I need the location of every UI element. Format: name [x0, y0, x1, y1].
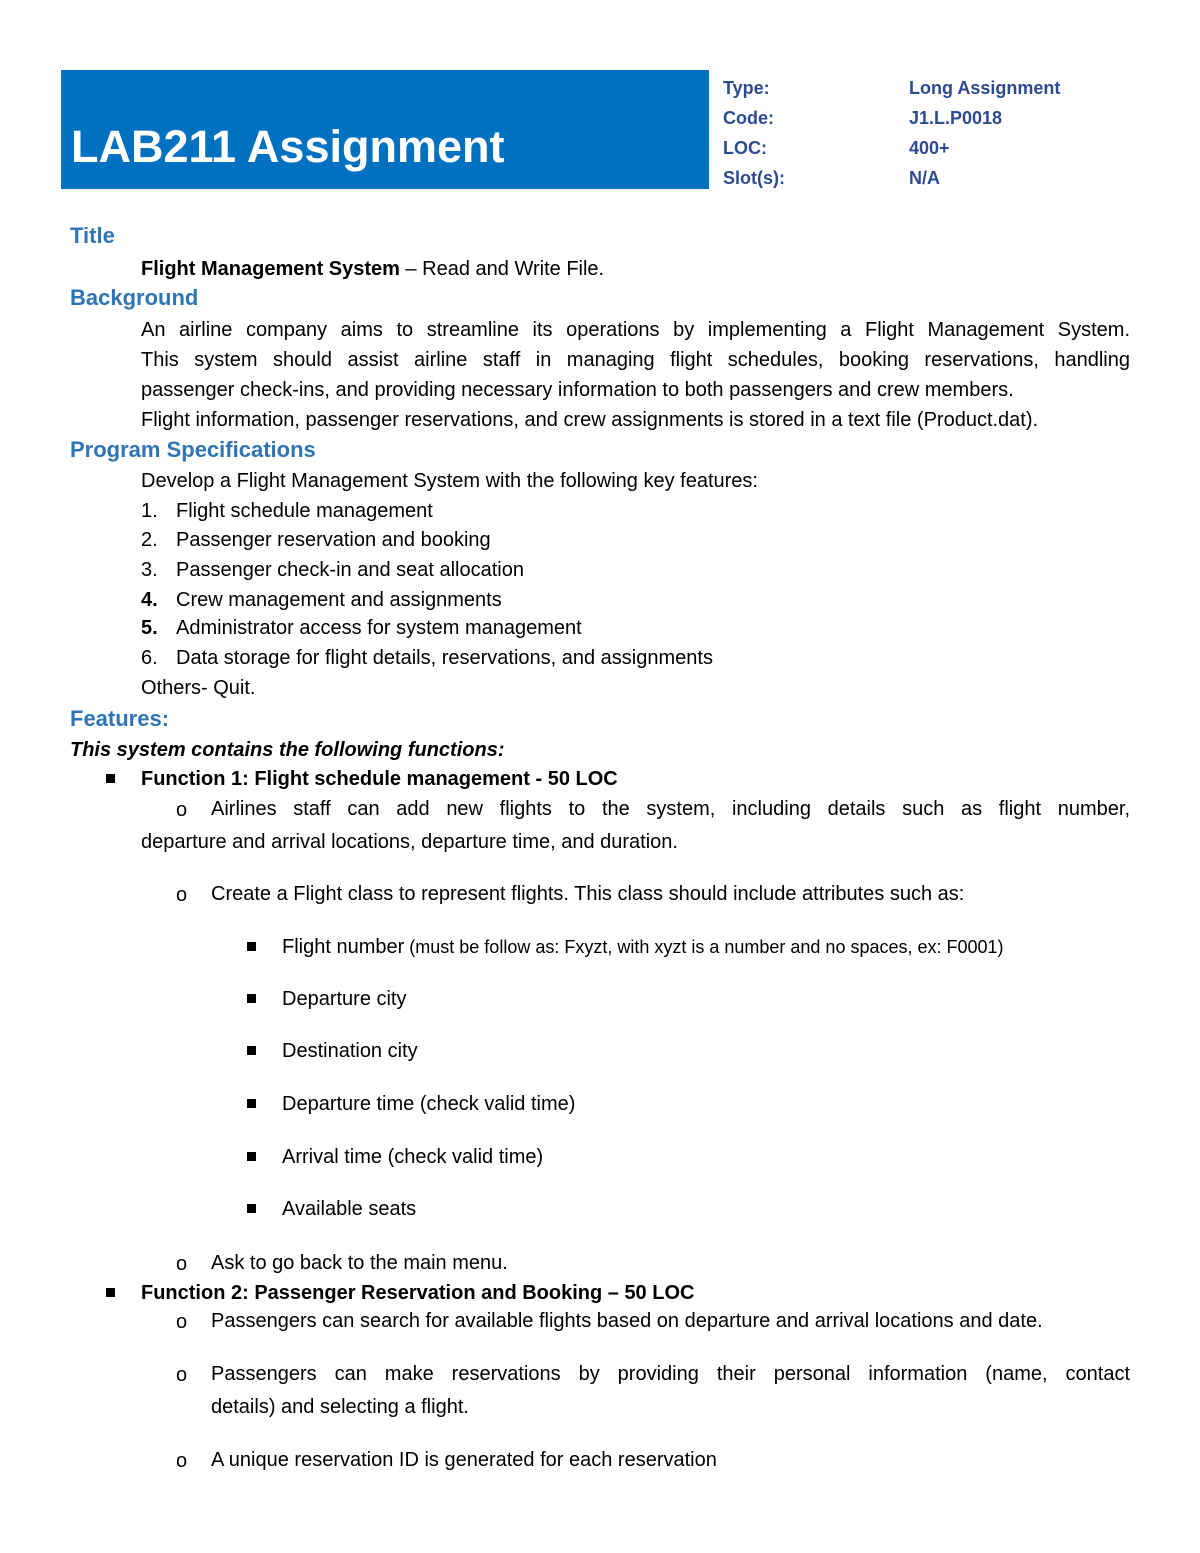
- assignment-meta: [723, 74, 1143, 194]
- list-number: 4.: [141, 589, 158, 611]
- title-rest: – Read and Write File.: [399, 258, 605, 280]
- square-bullet-icon: [106, 774, 115, 783]
- meta-value: N/A: [909, 168, 940, 188]
- meta-label: Slot(s):: [723, 168, 785, 188]
- function-title: Function 2: Passenger Reservation and Booking – 50 LOC: [141, 1282, 695, 1304]
- section-heading-background: Background: [70, 285, 199, 310]
- meta-label: Code:: [723, 108, 774, 128]
- attribute-item: Departure city: [282, 988, 407, 1010]
- list-number: 3.: [141, 559, 158, 581]
- meta-value: Long Assignment: [909, 78, 1061, 98]
- meta-row-loc: [723, 134, 1143, 164]
- specs-others: Others- Quit.: [141, 677, 256, 699]
- meta-row-slots: [723, 164, 1143, 194]
- function-paragraph: Passengers can search for available flights based on departure and arrival locations and date.: [211, 1310, 1043, 1332]
- background-line: passenger check-ins, and providing necessary information to both passengers and crew members.: [141, 379, 1014, 401]
- specs-intro: Develop a Flight Management System with the following key features:: [141, 470, 758, 492]
- function-paragraph: departure and arrival locations, departure time, and duration.: [141, 831, 678, 853]
- spec-item: Flight schedule management: [176, 500, 433, 522]
- features-intro: This system contains the following functions:: [70, 739, 505, 761]
- meta-row-type: [723, 74, 1143, 104]
- circle-bullet-icon: o: [176, 1311, 188, 1333]
- meta-value: 400+: [909, 138, 950, 158]
- square-bullet-icon: [247, 1204, 256, 1213]
- spec-item: Data storage for flight details, reservations, and assignments: [176, 647, 713, 669]
- list-number: 2.: [141, 529, 158, 551]
- function-title: Function 1: Flight schedule management - 50 LOC: [141, 768, 618, 790]
- square-bullet-icon: [247, 1046, 256, 1055]
- square-bullet-icon: [247, 942, 256, 951]
- square-bullet-icon: [247, 994, 256, 1003]
- background-line: This system should assist airline staff in managing flight schedules, booking reservations, handling: [141, 349, 1130, 371]
- spec-item: Crew management and assignments: [176, 589, 502, 611]
- attribute-item: Departure time (check valid time): [282, 1093, 576, 1115]
- spec-item: Passenger reservation and booking: [176, 529, 491, 551]
- section-heading-features: Features:: [70, 706, 170, 731]
- spec-item: Passenger check-in and seat allocation: [176, 559, 524, 581]
- attribute-item: [282, 934, 1004, 960]
- square-bullet-icon: [247, 1152, 256, 1161]
- background-line: An airline company aims to streamline its operations by implementing a Flight Management System.: [141, 319, 1130, 341]
- function-paragraph: A unique reservation ID is generated for each reservation: [211, 1449, 717, 1471]
- meta-row-code: [723, 104, 1143, 134]
- meta-value: J1.L.P0018: [909, 108, 1003, 128]
- meta-label: Type:: [723, 78, 770, 98]
- function-paragraph: details) and selecting a flight.: [211, 1396, 469, 1418]
- circle-bullet-icon: o: [176, 1450, 188, 1472]
- document-title: LAB211 Assignment: [71, 121, 505, 172]
- background-line: Flight information, passenger reservations, and crew assignments is stored in a text file (Product.dat).: [141, 409, 1039, 431]
- function-paragraph: Passengers can make reservations by providing their personal information (name, contact: [211, 1363, 1130, 1385]
- spec-item: Administrator access for system management: [176, 617, 582, 639]
- system-name: Flight Management System: [141, 258, 400, 280]
- circle-bullet-icon: o: [176, 799, 188, 821]
- function-paragraph: Create a Flight class to represent flights. This class should include attributes such as:: [211, 883, 965, 905]
- square-bullet-icon: [247, 1099, 256, 1108]
- attribute-name: Flight number: [282, 936, 405, 958]
- circle-bullet-icon: o: [176, 884, 188, 906]
- circle-bullet-icon: o: [176, 1364, 188, 1386]
- meta-label: LOC:: [723, 138, 767, 158]
- list-number: 1.: [141, 500, 158, 522]
- attribute-note: (must be follow as: Fxyzt, with xyzt is a number and no spaces, ex: F0001): [404, 937, 1004, 957]
- section-heading-specs: Program Specifications: [70, 437, 316, 462]
- list-number: 5.: [141, 617, 158, 639]
- attribute-item: Destination city: [282, 1040, 418, 1062]
- square-bullet-icon: [106, 1288, 115, 1297]
- title-line: [141, 256, 604, 282]
- function-paragraph: Ask to go back to the main menu.: [211, 1252, 508, 1274]
- function-paragraph: Airlines staff can add new flights to the system, including details such as flight number,: [211, 798, 1130, 820]
- section-heading-title: Title: [70, 223, 115, 248]
- list-number: 6.: [141, 647, 158, 669]
- circle-bullet-icon: o: [176, 1253, 188, 1275]
- attribute-item: Available seats: [282, 1198, 417, 1220]
- header-banner: [61, 70, 709, 189]
- attribute-item: Arrival time (check valid time): [282, 1146, 544, 1168]
